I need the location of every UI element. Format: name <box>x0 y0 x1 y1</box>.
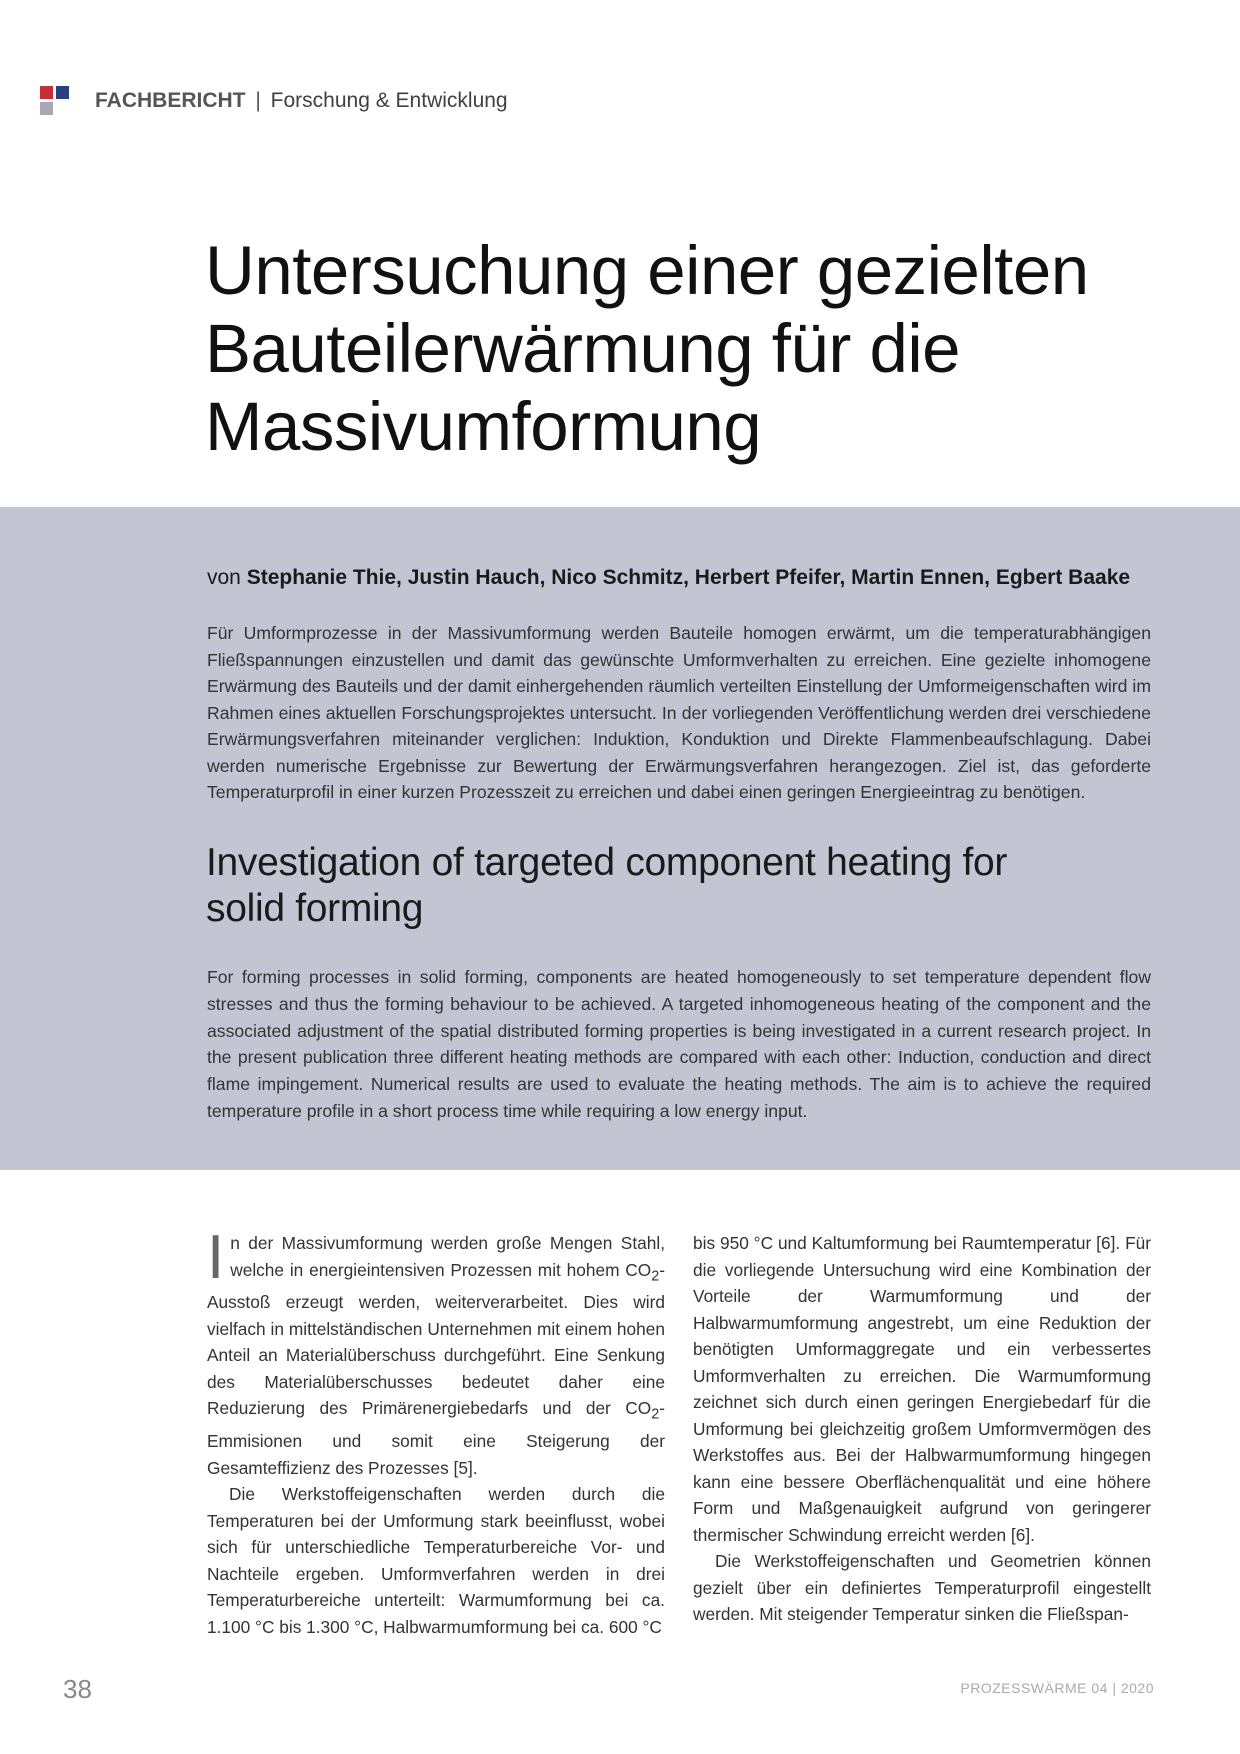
publication-footer: PROZESSWÄRME 04 | 2020 <box>960 1680 1154 1696</box>
author-prefix: von <box>207 566 241 589</box>
logo-square-red <box>40 86 53 99</box>
body-p1-part-a: n der Massivumformung werden große Mengen Stahl, welche in energieintensiven Prozessen mit hohem CO <box>230 1233 665 1280</box>
author-names: Stephanie Thie, Justin Hauch, Nico Schmitz, Herbert Pfeifer, Martin Ennen, Egbert Baake <box>246 566 1131 589</box>
body-paragraph-1 <box>207 1223 665 1481</box>
section-separator: | <box>255 89 261 112</box>
co2-subscript: 2 <box>651 1267 660 1284</box>
body-paragraph-4: Die Werkstoffeigenschaften und Geometrien können gezielt über ein definiertes Temperaturprofil eingestellt werden. Mit steigender Temperatur sinken die Fließspan- <box>693 1551 1151 1624</box>
page-number: 38 <box>63 1674 92 1704</box>
abstract-german: Für Umformprozesse in der Massivumformung werden Bauteile homogen erwärmt, um die temperaturabhängigen Fließspannungen einzustellen und damit das gewünschte Umformverhalten zu erreichen. Eine gezielte inhomogene Erwärmung des Bauteils und der damit einhergehenden räumlich verteilten Einstellung der Umformeigenschaften wird im Rahmen eines aktuellen Forschungsprojektes untersucht. In der vorliegenden Veröffentlichung werden drei verschiedene Erwärmungsverfahren miteinander verglichen: Induktion, Konduktion und Direkte Flammenbeaufschlagung. Dabei werden numerische Ergebnisse zur Bewertung der Erwärmungsverfahren herangezogen. Ziel ist, das geforderte Temperaturprofil in einer kurzen Prozesszeit zu erreichen und dabei einen geringen Energieeintrag zu benötigen. <box>207 623 1151 802</box>
logo-square-blue <box>56 86 69 99</box>
body-paragraph-2: Die Werkstoffeigenschaften werden durch die Temperaturen bei der Umformung stark beeinflusst, wobei sich für unterschiedliche Temperaturbereiche Vor- und Nachteile ergeben. Umformverfahren werden in drei Temperaturbereiche unterteilt: Warmumformung bei ca. 1.100 °C bis 1.300 °C, Halbwarmumformung bei ca. 600 °C <box>207 1484 665 1637</box>
section-subcategory: Forschung & Entwicklung <box>270 89 508 112</box>
abstract-english: For forming processes in solid forming, components are heated homogeneously to set temperature dependent flow stresses and thus the forming behaviour to be achieved. A targeted inhomogeneous heating of the component and the associated adjustment of the spatial distributed forming properties is being investigated in a current research project. In the present publication three different heating methods are compared with each other: Induction, conduction and direct flame impingement. Numerical results are used to evaluate the heating methods. The aim is to achieve the required temperature profile in a short process time while requiring a low energy input. <box>207 967 1151 1121</box>
body-column-right <box>693 1230 1151 1628</box>
logo-square-gray <box>40 102 53 115</box>
body-paragraph-3: bis 950 °C und Kaltumformung bei Raumtemperatur [6]. Für die vorliegende Untersuchung wird eine Kombination der Vorteile der Warmumformung und der Halbwarmumformung angestrebt, um eine Reduktion der benötigten Umformaggregate und ein verbessertes Umformverhalten zu erreichen. Die Warmumformung zeichnet sich durch einen geringen Energiebedarf für die Umformung bei gleichzeitig großem Umformvermögen des Werkstoffes aus. Bei der Halbwarmumformung hingegen kann eine bessere Oberflächenqualität und eine höhere Form und Maßgenauigkeit aufgrund von geringerer thermischer Schwindung erreicht werden [6]. <box>693 1233 1151 1545</box>
english-title: Investigation of targeted component heating for solid forming <box>206 841 1008 930</box>
section-category: FACHBERICHT <box>95 89 246 112</box>
publisher-logo <box>40 86 72 118</box>
body-p1-part-c: -Emmisionen und somit eine Steigerung der Gesamteffizienz des Prozesses [5]. <box>207 1398 665 1478</box>
co2-subscript: 2 <box>651 1406 660 1423</box>
article-title: Untersuchung einer gezielten Bauteilerwärmung für die Massivumformung <box>205 232 1089 465</box>
drop-cap: I <box>207 1223 225 1292</box>
section-label <box>95 89 508 113</box>
author-line <box>207 566 1130 590</box>
body-p1-part-b: -Ausstoß erzeugt werden, weiterverarbeitet. Dies wird vielfach in mittelständischen Unternehmen mit einem hohen Anteil an Materialüberschuss durchgeführt. Eine Senkung des Materialüberschusses bedeutet daher eine Reduzierung des Primärenergiebedarfs und der CO <box>207 1259 665 1419</box>
body-column-left <box>207 1223 665 1640</box>
